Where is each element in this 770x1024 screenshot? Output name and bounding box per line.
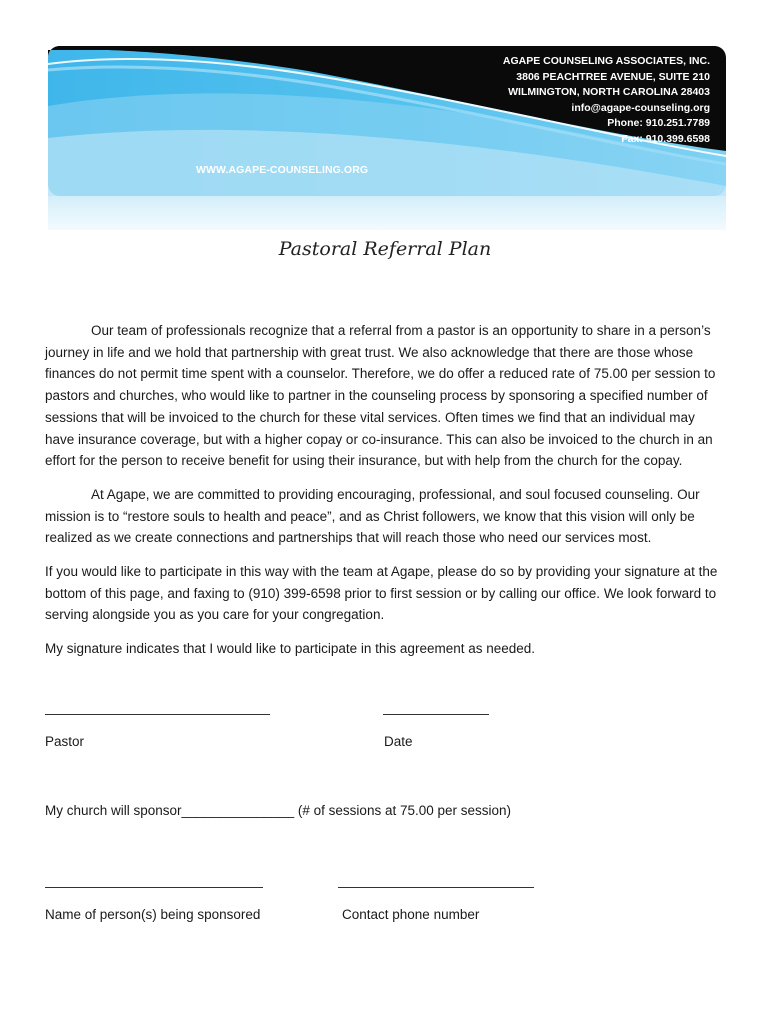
banner-shadow [48, 196, 726, 236]
sponsored-name-line[interactable] [45, 887, 263, 888]
document-title: Pastoral Referral Plan [278, 238, 492, 260]
company-name: AGAPE COUNSELING ASSOCIATES, INC. [502, 55, 710, 67]
contact-phone-line[interactable] [338, 887, 534, 888]
website-link[interactable]: WWW.AGAPE-COUNSELING.ORG [196, 164, 369, 176]
phone-number: Phone: 910.251.7789 [607, 117, 710, 130]
sponsor-sessions-field[interactable]: My church will sponsor_______________ (# of sessions at 75.00 per session) [45, 803, 512, 818]
address-line-2: WILMINGTON, NORTH CAROLINA 28403 [508, 86, 710, 99]
paragraph-participate: If you would like to participate in this way with the team at Agape, please do so by providing your signature at the bottom of this page, and faxing to (910) 399-6598 prior to first session or by calling our office. We look forward to serving alongside you as you care for your congregation. [45, 564, 718, 623]
fax-number: Fax: 910.399.6598 [621, 132, 710, 145]
address-line-1: 3806 PEACHTREE AVENUE, SUITE 210 [516, 70, 710, 83]
email-link[interactable]: info@agape-counseling.org [571, 101, 710, 114]
contact-phone-label: Contact phone number [342, 907, 480, 922]
paragraph-mission: At Agape, we are committed to providing encouraging, professional, and soul focused counseling. Our mission is to “restore souls to health and peace”, and as Christ followers, we know that this vision will only be realized as we create connections and partnerships that will reach those who need our services most. [45, 486, 700, 546]
paragraph-intro: Our team of professionals recognize that a referral from a pastor is an opportunity to share in a person’s journey in life and we hold that partnership with great trust. We also acknowledge that there are those whose finances do not permit time spent with a counselor. Therefore, we do offer a reduced rate of 75.00 per session to pastors and churches, who would like to partner in the counseling process by sponsoring a specified number of sessions that will be invoiced to the church for these vital services. Often times we find that an individual may have insurance coverage, but with a higher copay or co-insurance. This can also be invoiced to the church in an effort for the person to receive benefit for using their insurance, but with help from the church for the copay. [45, 323, 716, 469]
paragraph-signature-note: My signature indicates that I would like to participate in this agreement as needed. [45, 641, 536, 657]
sponsored-name-label: Name of person(s) being sponsored [45, 907, 261, 922]
pastor-label: Pastor [45, 734, 85, 749]
date-label: Date [384, 734, 413, 749]
document-body [45, 320, 725, 672]
pastor-signature-line[interactable] [45, 714, 270, 715]
contact-block [503, 54, 710, 148]
date-line[interactable] [383, 714, 489, 715]
